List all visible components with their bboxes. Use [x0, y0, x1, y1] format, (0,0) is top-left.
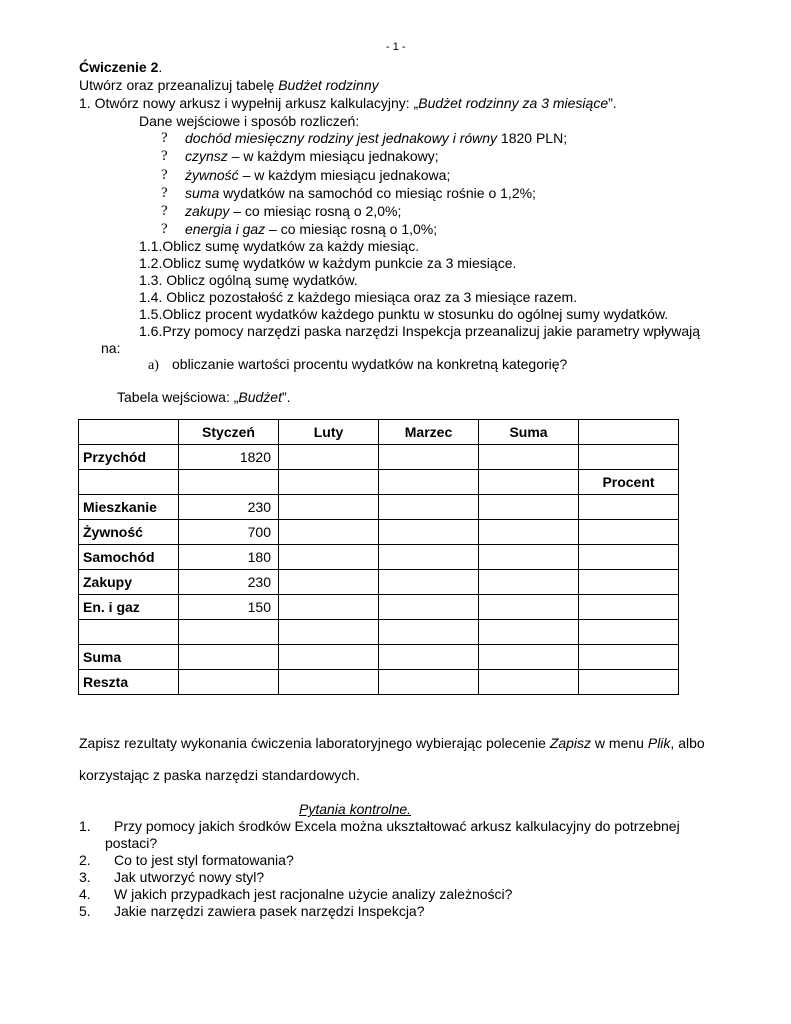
table-cell [279, 670, 379, 695]
table-cell: Procent [579, 470, 679, 495]
table-header-cell: Marzec [379, 420, 479, 445]
table-header-cell: Suma [479, 420, 579, 445]
page-number: - 1 - [386, 41, 406, 53]
table-cell [79, 620, 179, 645]
table-cell: Mieszkanie [79, 495, 179, 520]
caption-end: ”. [281, 389, 291, 405]
table-cell [479, 595, 579, 620]
table-cell [279, 620, 379, 645]
question-number: 1. [79, 818, 91, 834]
table-row [79, 595, 679, 620]
table-cell [579, 595, 679, 620]
table-row [79, 495, 679, 520]
bullet-text: – w każdym miesiącu jednakowa; [238, 167, 451, 183]
table-cell: 180 [179, 545, 279, 570]
table-cell [379, 620, 479, 645]
save-text-2: w menu [591, 735, 648, 751]
table-cell [279, 445, 379, 470]
budget-table [78, 419, 679, 695]
table-cell [79, 470, 179, 495]
bullet-italic: żywność [185, 167, 239, 183]
table-cell [579, 445, 679, 470]
table-row [79, 670, 679, 695]
caption-text: Tabela wejściowa: „ [117, 389, 239, 405]
table-caption [117, 389, 291, 406]
bullet-marker: ? [161, 130, 168, 146]
table-cell [279, 595, 379, 620]
table-cell [579, 545, 679, 570]
title-dot: . [158, 59, 163, 75]
question-number: 4. [79, 886, 91, 902]
table-cell: Żywność [79, 520, 179, 545]
task-1-end: ”. [608, 95, 617, 111]
table-header-cell [579, 420, 679, 445]
bullet-marker: ? [161, 185, 168, 201]
table-cell [279, 645, 379, 670]
table-cell: 150 [179, 595, 279, 620]
subtask-1-6: 1.6.Przy pomocy narzędzi paska narzędzi Inspekcja przeanalizuj jakie parametry wpływają [139, 323, 701, 339]
exercise-title [79, 59, 162, 76]
table-cell [179, 645, 279, 670]
table-cell [279, 520, 379, 545]
title-text: Ćwiczenie 2 [79, 59, 159, 75]
table-cell [579, 620, 679, 645]
save-paragraph-line-2: korzystając z paska narzędzi standardowych. [79, 767, 360, 783]
task-1-text: 1. Otwórz nowy arkusz i wypełnij arkusz kalkulacyjny: „ [79, 95, 419, 111]
table-cell [479, 670, 579, 695]
question-number: 3. [79, 869, 91, 885]
table-cell [379, 495, 479, 520]
table-cell [379, 670, 479, 695]
table-cell [579, 570, 679, 595]
intro-italic: Budżet rodzinny [278, 77, 379, 93]
intro-text: Utwórz oraz przeanalizuj tabelę [79, 77, 279, 93]
table-cell: Samochód [79, 545, 179, 570]
bullet-italic: suma [185, 185, 220, 201]
table-cell [279, 570, 379, 595]
table-cell [479, 445, 579, 470]
table-cell: Reszta [79, 670, 179, 695]
table-cell [479, 545, 579, 570]
save-text: Zapisz rezultaty wykonania ćwiczenia laboratoryjnego wybierając polecenie [79, 735, 550, 751]
table-cell [279, 495, 379, 520]
bullet-text: – co miesiąc rosną o 2,0%; [229, 203, 402, 219]
bullet-italic: zakupy [185, 203, 230, 219]
question-text: Jak utworzyć nowy styl? [114, 869, 265, 885]
table-row [79, 520, 679, 545]
task-1-italic: Budżet rodzinny za 3 miesiące [418, 95, 609, 111]
bullet-marker: ? [161, 148, 168, 164]
save-paragraph-line-1 [79, 735, 705, 752]
table-cell [379, 645, 479, 670]
question-text: W jakich przypadkach jest racjonalne użycie analizy zależności? [114, 886, 513, 902]
table-row [79, 570, 679, 595]
table-cell [379, 445, 479, 470]
table-cell [479, 470, 579, 495]
save-command: Zapisz [549, 735, 592, 751]
table-row [79, 445, 679, 470]
bullet-text: – w każdym miesiącu jednakowy; [227, 148, 439, 164]
table-cell: 230 [179, 495, 279, 520]
question-text-cont: postaci? [105, 835, 158, 851]
table-cell [579, 670, 679, 695]
table-cell [279, 470, 379, 495]
subtask-1-6-cont: na: [101, 340, 121, 356]
table-header-cell: Styczeń [179, 420, 279, 445]
question-text: Jakie narzędzi zawiera pasek narzędzi Inspekcja? [114, 903, 425, 919]
table-row [79, 645, 679, 670]
question-text: Co to jest styl formatowania? [114, 852, 294, 868]
question-number: 5. [79, 903, 91, 919]
table-cell: Zakupy [79, 570, 179, 595]
bullet-text: 1820 PLN; [497, 130, 568, 146]
bullet-text: wydatków na samochód co miesiąc rośnie o 1,2%; [219, 185, 536, 201]
table-row [79, 620, 679, 645]
bullet-marker: ? [161, 203, 168, 219]
table-cell [379, 595, 479, 620]
table-cell: 230 [179, 570, 279, 595]
table-header-cell: Luty [279, 420, 379, 445]
bullet-italic: dochód miesięczny rodziny jest jednakowy i równy [185, 130, 498, 146]
table-cell [579, 645, 679, 670]
questions-title: Pytania kontrolne. [299, 801, 412, 817]
table-cell: En. i gaz [79, 595, 179, 620]
bullet-italic: energia i gaz [185, 221, 266, 237]
subtask-1-4: 1.4. Oblicz pozostałość z każdego miesiąca oraz za 3 miesiące razem. [139, 289, 578, 305]
table-cell [479, 645, 579, 670]
table-header-cell [79, 420, 179, 445]
table-cell [179, 470, 279, 495]
sub-a-text: obliczanie wartości procentu wydatków na konkretną kategorię? [172, 356, 568, 372]
table-cell [479, 570, 579, 595]
caption-italic: Budżet [238, 389, 282, 405]
input-heading: Dane wejściowe i sposób rozliczeń: [139, 113, 360, 129]
table-header-row [79, 420, 679, 445]
question-number: 2. [79, 852, 91, 868]
subtask-1-1: 1.1.Oblicz sumę wydatków za każdy miesiąc. [139, 238, 420, 254]
table-cell [279, 545, 379, 570]
table-cell [179, 620, 279, 645]
table-cell [379, 545, 479, 570]
table-cell [479, 520, 579, 545]
intro-line [79, 77, 379, 94]
table-cell: 700 [179, 520, 279, 545]
table-cell [179, 670, 279, 695]
task-1 [79, 95, 617, 112]
table-cell [379, 470, 479, 495]
table-cell [379, 570, 479, 595]
subtask-1-5: 1.5.Oblicz procent wydatków każdego punktu w stosunku do ogólnej sumy wydatków. [139, 306, 669, 322]
sub-a-marker: a) [148, 358, 159, 373]
subtask-1-2: 1.2.Oblicz sumę wydatków w każdym punkcie za 3 miesiące. [139, 255, 517, 271]
table-cell [479, 495, 579, 520]
table-cell: 1820 [179, 445, 279, 470]
table-cell [579, 520, 679, 545]
table-cell [579, 495, 679, 520]
table-cell [379, 520, 479, 545]
bullet-italic: czynsz [185, 148, 228, 164]
file-menu-name: Plik [647, 735, 671, 751]
table-cell [479, 620, 579, 645]
table-cell: Suma [79, 645, 179, 670]
table-row [79, 470, 679, 495]
bullet-marker: ? [161, 167, 168, 183]
save-text-3: , albo [670, 735, 705, 751]
bullet-marker: ? [161, 221, 168, 237]
bullet-text: – co miesiąc rosną o 1,0%; [265, 221, 438, 237]
table-cell: Przychód [79, 445, 179, 470]
table-row [79, 545, 679, 570]
question-text: Przy pomocy jakich środków Excela można ukształtować arkusz kalkulacyjny do potrzebnej [114, 818, 680, 834]
subtask-1-3: 1.3. Oblicz ogólną sumę wydatków. [139, 272, 358, 288]
